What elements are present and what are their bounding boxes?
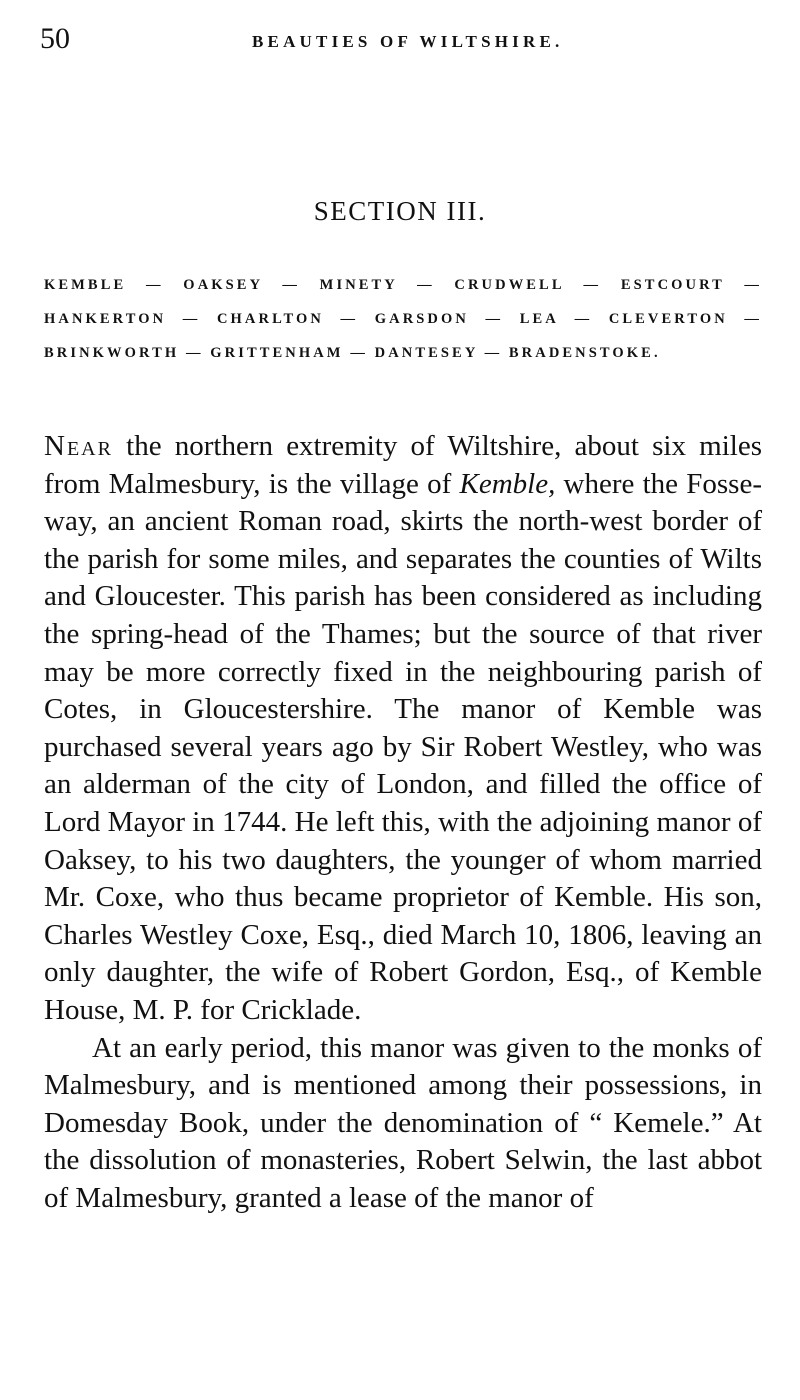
section-heading: SECTION III.	[313, 196, 487, 226]
paragraph-opening-word: Near	[44, 430, 113, 462]
paragraph-1-text-b: where the Fosse-way, an ancient Roman road, skirts the north-west border of the parish for some miles, and separates the counties of Wilts and Gloucester. This parish has been considered as including the spring-head of the Thames; but the source of that river may be more correctly fixed in the neighbouring parish of Cotes, in Gloucestershire. The manor of Kemble was purchased several years ago by Sir Robert Westley, who was an alderman of the city of London, and filled the office of Lord Mayor in 1744. He left this, with the adjoining manor of Oaksey, to his two daughters, the younger of whom married Mr. Coxe, who thus became proprietor of Kemble. His son, Charles Westley Coxe, Esq., died March 10, 1806, leaving an only daughter, the wife of Robert Gordon, Esq., of Kemble House, M. P. for Cricklade.	[44, 467, 762, 1026]
paragraph-1-text-a: the northern extremity of Wiltshire, about six miles from Malmesbury, is the village of	[44, 430, 762, 500]
running-title: BEAUTIES OF WILTSHIRE.	[252, 32, 564, 51]
running-head	[40, 22, 760, 62]
section-topics	[44, 268, 762, 370]
body-text	[44, 428, 762, 1217]
paragraph-1	[44, 428, 762, 1030]
topics-text: KEMBLE — OAKSEY — MINETY — CRUDWELL — ESTCOURT — HANKERTON — CHARLTON — GARSDON — LEA — CLEVERTON — BRINKWORTH — GRITTENHAM — DANTESEY — BRADENSTOKE.	[44, 277, 762, 361]
page-number: 50	[40, 22, 70, 55]
paragraph-1-italic: Kemble,	[459, 467, 556, 500]
paragraph-2: At an early period, this manor was given to the monks of Malmesbury, and is mentioned among their possessions, in Domesday Book, under the denomination of “ Kemele.” At the dissolution of monasteries, Robert Selwin, the last abbot of Malmesbury, granted a lease of the manor of	[44, 1031, 762, 1214]
